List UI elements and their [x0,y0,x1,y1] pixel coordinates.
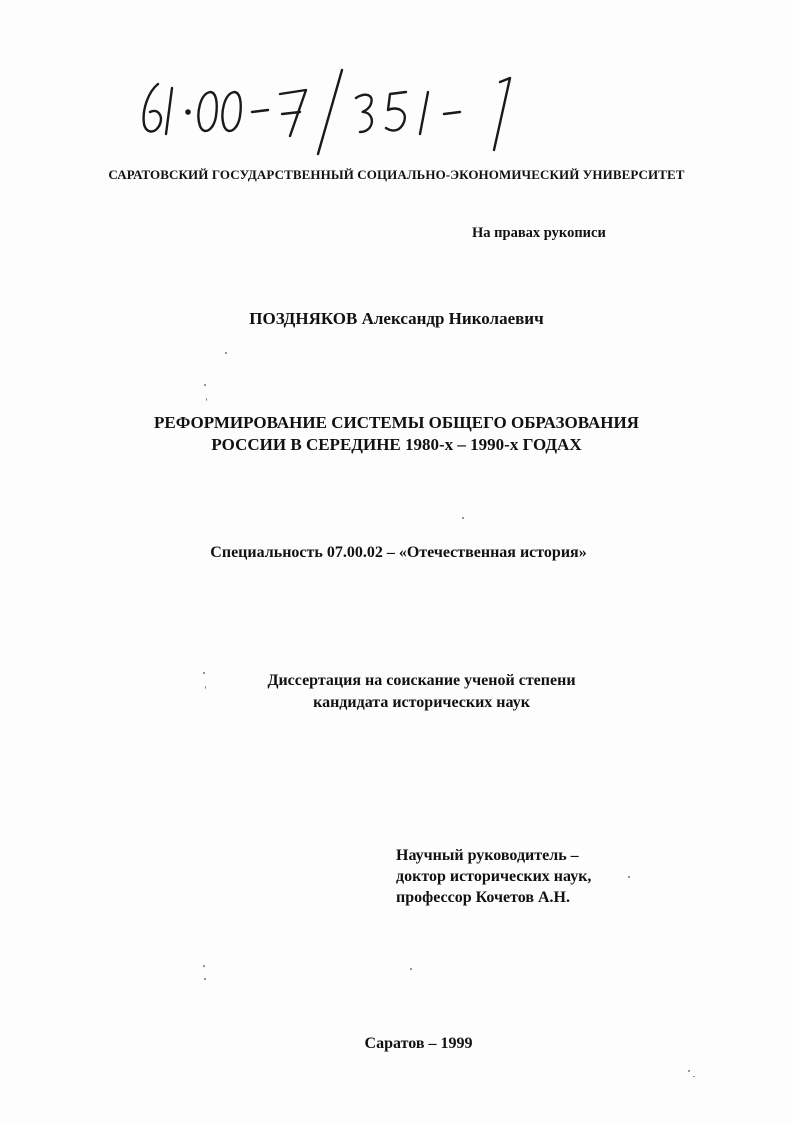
author-name: ПОЗДНЯКОВ Александр Николаевич [249,309,544,328]
supervisor-line-1: Научный руководитель – [396,847,579,864]
scan-speck [693,1076,695,1077]
dissertation-title [0,412,793,456]
scan-speck [688,1070,690,1072]
scan-speck [203,672,205,674]
scientific-supervisor [396,845,591,908]
scan-speck [628,876,630,878]
scan-speck [205,686,206,689]
university-name: САРАТОВСКИЙ ГОСУДАРСТВЕННЫЙ СОЦИАЛЬНО-ЭКОНОМИЧЕСКИЙ УНИВЕРСИТЕТ [108,167,685,182]
scan-speck [203,965,205,967]
scan-speck [204,384,206,386]
supervisor-line-2: доктор исторических наук, [396,868,592,885]
city-and-year: Саратов – 1999 [364,1035,473,1052]
handwritten-archive-code [130,62,550,162]
supervisor-line-3: профессор Кочетов А.Н. [396,889,570,906]
title-line-2: РОССИИ В СЕРЕДИНЕ 1980-х – 1990-х ГОДАХ [211,435,582,454]
scan-speck [410,968,412,970]
specialty-line: Специальность 07.00.02 – «Отечественная история» [210,544,587,561]
degree-statement [0,670,793,714]
degree-line-2: кандидата исторических наук [313,694,530,711]
title-line-1: РЕФОРМИРОВАНИЕ СИСТЕМЫ ОБЩЕГО ОБРАЗОВАНИЯ [154,413,639,432]
scan-speck [204,978,206,980]
degree-line-1: Диссертация на соискание ученой степени [267,672,576,689]
scan-speck [225,352,227,354]
handwritten-code-drawing [130,62,550,162]
manuscript-rights-note: На правах рукописи [472,225,606,241]
scan-speck [462,517,464,519]
scan-speck [206,398,207,401]
